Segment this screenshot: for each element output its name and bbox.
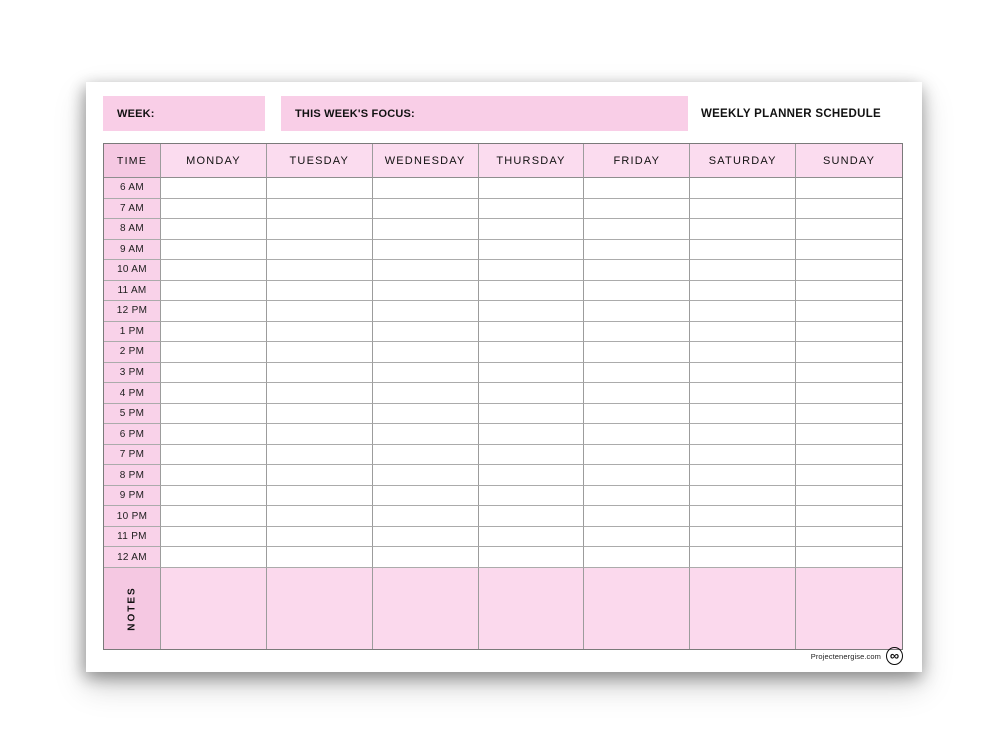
schedule-cell[interactable] [373,178,479,199]
day-header-cell-friday: FRIDAY [584,144,690,178]
notes-cell[interactable] [479,568,585,649]
footer [811,647,903,665]
planner-page [86,82,922,672]
schedule-cell[interactable] [161,547,267,568]
schedule-cell[interactable] [584,547,690,568]
schedule-cell[interactable] [267,260,373,281]
schedule-cell[interactable] [267,486,373,507]
schedule-cell[interactable] [373,301,479,322]
time-label-cell: 6 PM [104,424,161,445]
schedule-cell[interactable] [373,219,479,240]
schedule-cell[interactable] [796,260,902,281]
time-label-cell: 8 AM [104,219,161,240]
schedule-cell[interactable] [796,424,902,445]
time-label-cell: 6 AM [104,178,161,199]
time-label-cell: 10 AM [104,260,161,281]
notes-label-cell [104,568,161,649]
schedule-cell[interactable] [373,486,479,507]
schedule-cell[interactable] [267,301,373,322]
schedule-cell[interactable] [267,445,373,466]
schedule-cell[interactable] [796,465,902,486]
schedule-cell[interactable] [479,547,585,568]
schedule-cell[interactable] [373,199,479,220]
schedule-cell[interactable] [161,322,267,343]
schedule-cell[interactable] [373,465,479,486]
schedule-cell[interactable] [479,465,585,486]
notes-cell[interactable] [796,568,902,649]
schedule-cell[interactable] [690,199,796,220]
notes-cell[interactable] [690,568,796,649]
schedule-cell[interactable] [267,547,373,568]
schedule-cell[interactable] [584,404,690,425]
schedule-cell[interactable] [161,199,267,220]
time-label-cell: 11 AM [104,281,161,302]
time-label-cell: 9 PM [104,486,161,507]
notes-cell[interactable] [584,568,690,649]
time-label-cell: 5 PM [104,404,161,425]
schedule-cell[interactable] [690,219,796,240]
schedule-cell[interactable] [479,219,585,240]
schedule-cell[interactable] [796,219,902,240]
week-field[interactable] [103,96,265,131]
schedule-cell[interactable] [373,445,479,466]
schedule-cell[interactable] [690,527,796,548]
schedule-cell[interactable] [267,404,373,425]
infinity-logo-icon: ∞ [886,647,903,665]
schedule-cell[interactable] [796,301,902,322]
schedule-cell[interactable] [584,178,690,199]
schedule-cell[interactable] [161,281,267,302]
day-header-cell-thursday: THURSDAY [479,144,585,178]
schedule-cell[interactable] [479,301,585,322]
schedule-cell[interactable] [373,383,479,404]
schedule-cell[interactable] [584,506,690,527]
time-label-cell: 7 PM [104,445,161,466]
schedule-table [103,143,903,650]
schedule-cell[interactable] [584,199,690,220]
schedule-cell[interactable] [479,281,585,302]
schedule-cell[interactable] [267,363,373,384]
time-label-cell: 8 PM [104,465,161,486]
schedule-cell[interactable] [690,486,796,507]
schedule-cell[interactable] [373,547,479,568]
schedule-cell[interactable] [796,322,902,343]
schedule-cell[interactable] [161,219,267,240]
schedule-cell[interactable] [161,424,267,445]
notes-cell[interactable] [267,568,373,649]
weekly-focus-field[interactable] [281,96,688,131]
schedule-cell[interactable] [479,363,585,384]
schedule-cell[interactable] [690,383,796,404]
schedule-cell[interactable] [267,465,373,486]
schedule-cell[interactable] [479,527,585,548]
schedule-cell[interactable] [161,506,267,527]
schedule-cell[interactable] [690,240,796,261]
day-header-cell-wednesday: WEDNESDAY [373,144,479,178]
schedule-cell[interactable] [796,383,902,404]
time-header-cell: TIME [104,144,161,178]
weekly-focus-label: THIS WEEK'S FOCUS: [295,107,415,120]
schedule-cell[interactable] [479,260,585,281]
week-field-label: WEEK: [117,107,155,120]
day-header-cell-monday: MONDAY [161,144,267,178]
footer-site-text: Projectenergise.com [810,651,881,661]
schedule-cell[interactable] [690,260,796,281]
schedule-cell[interactable] [267,322,373,343]
schedule-cell[interactable] [267,506,373,527]
day-header-cell-sunday: SUNDAY [796,144,902,178]
schedule-cell[interactable] [479,240,585,261]
schedule-cell[interactable] [373,506,479,527]
schedule-cell[interactable] [584,281,690,302]
schedule-cell[interactable] [479,322,585,343]
schedule-cell[interactable] [796,506,902,527]
schedule-cell[interactable] [161,445,267,466]
schedule-cell[interactable] [796,445,902,466]
schedule-cell[interactable] [584,260,690,281]
time-label-cell: 4 PM [104,383,161,404]
day-header-cell-tuesday: TUESDAY [267,144,373,178]
schedule-cell[interactable] [690,547,796,568]
page-title: WEEKLY PLANNER SCHEDULE [700,107,881,120]
schedule-cell[interactable] [796,527,902,548]
time-label-cell: 7 AM [104,199,161,220]
schedule-cell[interactable] [690,404,796,425]
schedule-cell[interactable] [584,486,690,507]
schedule-cell[interactable] [373,363,479,384]
schedule-cell[interactable] [690,301,796,322]
schedule-cell[interactable] [267,527,373,548]
schedule-cell[interactable] [161,465,267,486]
schedule-cell[interactable] [479,178,585,199]
schedule-cell[interactable] [690,465,796,486]
notes-label-cell-text: NOTES [126,586,138,631]
schedule-cell[interactable] [796,363,902,384]
schedule-cell[interactable] [479,342,585,363]
schedule-cell[interactable] [584,240,690,261]
schedule-cell[interactable] [796,404,902,425]
schedule-cell[interactable] [584,342,690,363]
day-header-cell-saturday: SATURDAY [690,144,796,178]
schedule-cell[interactable] [161,527,267,548]
schedule-cell[interactable] [796,240,902,261]
schedule-cell[interactable] [373,342,479,363]
schedule-cell[interactable] [796,199,902,220]
schedule-cell[interactable] [584,445,690,466]
schedule-cell[interactable] [584,322,690,343]
schedule-cell[interactable] [479,486,585,507]
time-label-cell: 11 PM [104,527,161,548]
schedule-cell[interactable] [373,424,479,445]
time-label-cell: 12 PM [104,301,161,322]
schedule-cell[interactable] [690,363,796,384]
schedule-cell[interactable] [690,445,796,466]
schedule-cell[interactable] [584,465,690,486]
schedule-cell[interactable] [161,363,267,384]
schedule-cell[interactable] [584,383,690,404]
time-label-cell: 1 PM [104,322,161,343]
schedule-cell[interactable] [373,404,479,425]
schedule-cell[interactable] [161,178,267,199]
schedule-cell[interactable] [479,199,585,220]
schedule-cell[interactable] [796,342,902,363]
schedule-cell[interactable] [479,424,585,445]
schedule-cell[interactable] [267,281,373,302]
schedule-cell[interactable] [796,178,902,199]
schedule-cell[interactable] [479,404,585,425]
schedule-cell[interactable] [690,424,796,445]
schedule-cell[interactable] [161,404,267,425]
schedule-cell[interactable] [796,486,902,507]
schedule-cell[interactable] [267,199,373,220]
schedule-cell[interactable] [373,240,479,261]
schedule-cell[interactable] [373,527,479,548]
schedule-cell[interactable] [161,383,267,404]
schedule-cell[interactable] [161,240,267,261]
schedule-cell[interactable] [267,219,373,240]
schedule-cell[interactable] [584,527,690,548]
schedule-cell[interactable] [690,178,796,199]
schedule-cell[interactable] [584,424,690,445]
schedule-cell[interactable] [690,506,796,527]
schedule-cell[interactable] [267,424,373,445]
notes-cell[interactable] [161,568,267,649]
time-label-cell: 10 PM [104,506,161,527]
schedule-cell[interactable] [690,322,796,343]
time-label-cell: 3 PM [104,363,161,384]
schedule-cell[interactable] [267,342,373,363]
time-label-cell: 9 AM [104,240,161,261]
schedule-cell[interactable] [161,486,267,507]
schedule-cell[interactable] [690,342,796,363]
schedule-cell[interactable] [373,260,479,281]
schedule-cell[interactable] [479,383,585,404]
schedule-cell[interactable] [161,342,267,363]
schedule-cell[interactable] [690,281,796,302]
schedule-cell[interactable] [267,178,373,199]
schedule-cell[interactable] [161,260,267,281]
time-label-cell: 12 AM [104,547,161,568]
schedule-cell[interactable] [584,301,690,322]
notes-cell[interactable] [373,568,479,649]
schedule-cell[interactable] [479,445,585,466]
schedule-cell[interactable] [373,281,479,302]
schedule-cell[interactable] [796,547,902,568]
schedule-cell[interactable] [373,322,479,343]
schedule-cell[interactable] [584,363,690,384]
time-label-cell: 2 PM [104,342,161,363]
schedule-cell[interactable] [161,301,267,322]
schedule-cell[interactable] [584,219,690,240]
schedule-cell[interactable] [267,383,373,404]
schedule-cell[interactable] [267,240,373,261]
schedule-cell[interactable] [479,506,585,527]
schedule-cell[interactable] [796,281,902,302]
